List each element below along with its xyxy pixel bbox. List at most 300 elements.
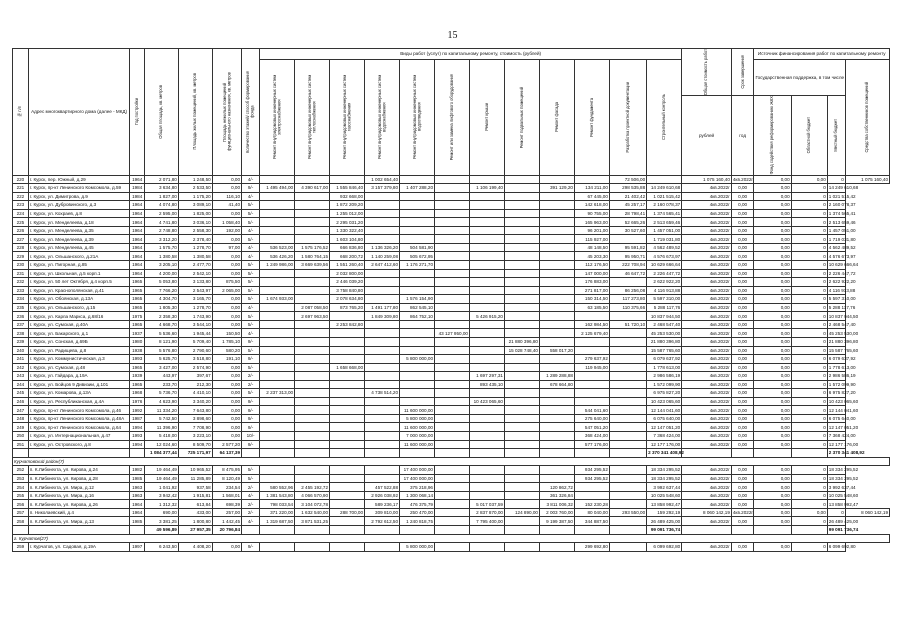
table-cell: 9/- <box>242 337 260 346</box>
table-cell: 49 596,89 <box>145 525 179 534</box>
table-cell: 1984 <box>130 192 145 201</box>
table-cell <box>295 440 330 449</box>
table-cell: 1 603 104,80 <box>330 235 365 244</box>
table-cell: 344 887,50 <box>574 517 609 526</box>
table-cell: 11 600 000,00 <box>400 440 435 449</box>
table-cell <box>435 295 470 304</box>
table-cell <box>260 414 295 423</box>
table-cell: 51 720,10 <box>609 320 646 329</box>
table-cell: 0,00 <box>791 175 827 184</box>
table-cell <box>435 431 470 440</box>
table-cell <box>435 346 470 355</box>
address-cell <box>28 525 130 534</box>
table-cell <box>260 329 295 338</box>
table-cell <box>295 320 330 329</box>
table-cell: 7 708,90 <box>178 423 212 432</box>
table-cell <box>469 363 504 372</box>
table-cell: 30 527,60 <box>609 226 646 235</box>
table-cell: 10 837 944,50 <box>647 312 682 321</box>
table-cell <box>504 474 539 483</box>
table-cell <box>435 440 470 449</box>
table-cell: 4кв.2022г <box>682 261 732 270</box>
header-group-state: Государственная поддержка, в том числе <box>754 60 845 96</box>
table-cell <box>365 192 400 201</box>
table-cell: 2 622 922,20 <box>647 278 682 287</box>
table-cell: 1 805,30 <box>145 303 179 312</box>
table-cell <box>400 363 435 372</box>
table-cell <box>260 286 295 295</box>
table-cell: 64 137,39 <box>212 449 241 458</box>
table-cell: 4кв.2022г <box>682 303 732 312</box>
table-cell: 1 140 259,08 <box>365 252 400 261</box>
table-cell <box>682 525 732 534</box>
table-cell: 1993 <box>130 355 145 364</box>
header-col-13: Ремонт крыши <box>469 60 504 176</box>
table-cell: 1964 <box>130 201 145 210</box>
table-cell: 1964 <box>130 209 145 218</box>
table-cell <box>13 525 29 534</box>
table-cell: 7 643,80 <box>178 406 212 415</box>
table-cell: 0,00 <box>731 286 754 295</box>
table-cell: 4кв.2022г <box>682 500 732 509</box>
table-cell: 544 041,60 <box>574 406 609 415</box>
table-cell <box>504 184 539 193</box>
table-cell: 45 253 530,00 <box>828 330 859 336</box>
table-cell: 4/- <box>242 226 260 235</box>
table-cell: 1 106 199,40 <box>469 184 504 193</box>
table-cell: 3 942,42 <box>145 491 179 500</box>
table-cell: 95 950,71 <box>609 252 646 261</box>
table-cell: 0,00 <box>754 261 791 270</box>
table-cell: 5 736,70 <box>145 389 179 398</box>
table-cell: 99 091 736,74 <box>647 525 682 534</box>
table-cell: 1982 <box>130 466 145 475</box>
table-cell: 577 176,00 <box>574 440 609 449</box>
table-cell <box>295 218 330 227</box>
table-cell: 7 368 424,00 <box>828 433 856 439</box>
table-cell <box>400 278 435 287</box>
table-cell: 0,00 <box>754 517 791 526</box>
table-cell: 10 423 065,60 <box>828 399 859 405</box>
table-cell: 0,00 <box>212 269 241 278</box>
table-cell: 873 765,20 <box>330 303 365 312</box>
table-cell <box>130 525 145 534</box>
table-cell <box>400 269 435 278</box>
table-row <box>13 346 890 355</box>
table-row <box>13 184 890 193</box>
table-cell <box>400 201 435 210</box>
table-cell <box>609 363 646 372</box>
table-cell <box>295 269 330 278</box>
table-cell <box>260 423 295 432</box>
table-cell: 0,00 <box>754 372 791 381</box>
table-cell: 97,00 <box>212 243 241 252</box>
table-cell: 0,00 <box>212 380 241 389</box>
table-cell <box>539 525 574 534</box>
table-cell <box>330 389 365 398</box>
table-cell: 1975 <box>130 312 145 321</box>
table-cell: 80 040,00 <box>574 508 609 517</box>
table-row <box>13 209 890 218</box>
table-cell: 0,00 <box>754 226 791 235</box>
table-cell: 110 375,66 <box>609 303 646 312</box>
table-cell: 433,00 <box>178 508 212 517</box>
table-cell: 4кв.2022г <box>682 226 732 235</box>
table-cell <box>295 431 330 440</box>
table-cell: 5 800 000,00 <box>400 355 435 364</box>
table-cell: 162 984,50 <box>574 320 609 329</box>
table-cell: 0,00 <box>731 346 754 355</box>
table-row <box>13 312 890 321</box>
table-cell <box>609 500 646 509</box>
table-cell <box>574 389 609 398</box>
table-cell: 0,00 <box>754 303 791 312</box>
table-cell <box>609 474 646 483</box>
table-cell: 15 587 765,60 <box>828 347 859 353</box>
table-cell <box>435 312 470 321</box>
table-row <box>13 491 890 500</box>
table-cell <box>435 525 470 534</box>
table-cell: 0,00 <box>754 474 791 483</box>
total-row <box>13 449 890 458</box>
table-cell <box>574 372 609 381</box>
table-cell: 4/- <box>242 303 260 312</box>
table-cell: 252 <box>13 466 29 475</box>
table-cell <box>365 235 400 244</box>
table-cell <box>469 543 504 552</box>
table-cell: 5 426 915,20 <box>469 312 504 321</box>
table-cell <box>260 380 295 389</box>
table-cell <box>365 209 400 218</box>
table-cell: 0,00 <box>212 320 241 329</box>
table-cell: 1997 <box>130 543 145 552</box>
table-cell: 13 858 992,47 <box>828 501 859 507</box>
table-cell: 0,00 <box>754 346 791 355</box>
table-cell <box>435 175 470 184</box>
header-col-11: Ремонт внутридомовых инженерных систем водоотведения <box>400 60 435 176</box>
table-row <box>13 414 890 423</box>
table-cell: 1963 <box>130 483 145 492</box>
table-cell <box>609 397 646 406</box>
table-cell <box>435 380 470 389</box>
table-cell <box>574 175 609 184</box>
table-cell <box>260 337 295 346</box>
table-cell: 3 811 006,32 <box>539 500 574 509</box>
table-cell <box>469 474 504 483</box>
table-cell <box>260 363 295 372</box>
table-row <box>13 474 890 483</box>
table-cell: 1964 <box>130 252 145 261</box>
table-cell: 212,30 <box>178 380 212 389</box>
table-cell: 0,00 <box>754 329 791 338</box>
table-cell: 0,00 <box>212 209 241 218</box>
table-cell: 1 743,90 <box>178 312 212 321</box>
table-cell: 250 <box>13 431 29 440</box>
table-cell: 271 817,00 <box>574 286 609 295</box>
address-cell: п. К.Либкнехта, ул. Мира, д.12 <box>28 483 130 492</box>
table-cell: 229 <box>13 252 29 261</box>
table-cell: 2 792 612,50 <box>365 517 400 526</box>
table-cell <box>365 286 400 295</box>
table-cell <box>260 192 295 201</box>
table-cell: 0,00 <box>754 363 791 372</box>
table-cell: 5 597 310,00 <box>828 296 856 302</box>
table-cell: 5 742,50 <box>145 414 179 423</box>
table-cell: 0,00 <box>731 312 754 321</box>
table-cell: 0,00 <box>731 474 754 483</box>
table-cell: 0,00 <box>731 466 754 475</box>
table-cell: 0,00 <box>731 329 754 338</box>
table-cell: 1 572 099,90 <box>828 381 856 387</box>
table-cell: 1 021 515,42 <box>647 192 682 201</box>
table-cell <box>504 209 539 218</box>
table-cell: 309 810,00 <box>365 508 400 517</box>
header-col-4: Площадь жилых помещений, кв. метров <box>178 49 212 176</box>
table-cell: 227 <box>13 235 29 244</box>
table-cell: 0,00 <box>754 483 791 492</box>
table-cell <box>504 295 539 304</box>
table-cell: 2/- <box>242 500 260 509</box>
table-cell: 6 243,50 <box>145 543 179 552</box>
table-cell: 1 312,32 <box>145 500 179 509</box>
table-cell: 288 700,00 <box>330 508 365 517</box>
table-cell: 0,00 <box>754 414 791 423</box>
table-cell: 4 116 913,88 <box>647 286 682 295</box>
table-cell <box>435 261 470 270</box>
table-cell <box>609 380 646 389</box>
table-cell: 0,00 <box>731 414 754 423</box>
table-cell <box>330 337 365 346</box>
table-cell: 0,00 <box>754 320 791 329</box>
table-cell: 1 495 494,00 <box>260 184 295 193</box>
table-cell: 1 551 260,40 <box>330 261 365 270</box>
table-cell: 0,00 <box>754 466 791 475</box>
table-cell <box>609 491 646 500</box>
header-unit-sum: рублей <box>682 96 732 175</box>
address-cell: г. Курчатов, ул. Садовая, д.19А <box>28 543 130 552</box>
table-cell <box>260 431 295 440</box>
header-col-20: Срок завершения <box>731 49 754 96</box>
address-cell: п. К.Либкнехта, ул. Мира, д.16 <box>28 491 130 500</box>
table-cell: 0,00 <box>754 431 791 440</box>
table-cell: 1987 <box>130 414 145 423</box>
table-cell <box>791 525 827 534</box>
table-cell <box>609 466 646 475</box>
table-cell: 4кв.2022г <box>682 278 732 287</box>
table-cell <box>504 500 539 509</box>
table-cell <box>295 406 330 415</box>
table-cell: 1 575 176,52 <box>295 243 330 252</box>
table-cell: 0,00 <box>754 218 791 227</box>
table-cell <box>539 431 574 440</box>
table-cell: 589 236,17 <box>365 500 400 509</box>
table-cell: 4кв.2022г <box>682 252 732 261</box>
table-cell: 10 965,52 <box>178 466 212 475</box>
table-cell: 9/- <box>242 414 260 423</box>
table-cell: 4кв.2022г <box>682 483 732 492</box>
table-cell <box>295 372 330 381</box>
address-cell: г. Курск, ул. Менделеева, д.45 <box>28 243 130 252</box>
table-cell: 580 552,96 <box>260 483 295 492</box>
table-cell: 0 <box>791 269 827 278</box>
table-cell <box>260 175 295 184</box>
table-cell: 232 <box>13 278 29 287</box>
table-cell <box>504 269 539 278</box>
table-cell: 116,10 <box>212 192 241 201</box>
table-cell <box>469 406 504 415</box>
table-cell: 1 058,40 <box>212 218 241 227</box>
table-cell: 0 <box>791 312 827 321</box>
table-cell: 1 407 288,20 <box>400 184 435 193</box>
address-cell: г. Курск, пр-кт Ленинского Комсомола, д.48А <box>28 414 130 423</box>
table-cell: 192,00 <box>212 226 241 235</box>
table-cell: 0,00 <box>754 235 791 244</box>
table-cell <box>469 269 504 278</box>
table-cell: 1939 <box>130 372 145 381</box>
address-cell: г. Курск, ул. Бакарского, д.1 <box>28 329 130 338</box>
table-cell: 9/- <box>242 184 260 193</box>
address-cell: п. К.Либкнехта, ул. Мира, д.13 <box>28 517 130 526</box>
table-cell <box>260 346 295 355</box>
table-row <box>13 320 890 329</box>
table-cell: 5/- <box>242 466 260 475</box>
table-row <box>13 508 890 517</box>
table-cell: 0,00 <box>731 355 754 364</box>
table-cell <box>469 278 504 287</box>
table-cell <box>469 329 504 338</box>
table-cell: 1963 <box>130 491 145 500</box>
table-row <box>13 218 890 227</box>
table-cell: 1 697 297,31 <box>469 372 504 381</box>
table-cell <box>295 286 330 295</box>
table-cell: 0 <box>791 517 827 526</box>
table-cell <box>647 175 682 184</box>
table-cell: 4кв.2022г <box>682 201 732 210</box>
table-cell <box>260 449 295 458</box>
table-cell: 0,00 <box>754 278 791 287</box>
table-cell: 240 <box>13 346 29 355</box>
table-cell: 26 489 425,00 <box>647 517 682 526</box>
table-cell: 18 334 295,52 <box>828 475 859 481</box>
table-cell: 275 640,00 <box>574 414 609 423</box>
address-cell: г. Курск, ул. Менделеева, д.39 <box>28 235 130 244</box>
table-cell <box>330 406 365 415</box>
header-col-18: Строительный контроль <box>647 60 682 176</box>
table-cell: 8 120,49 <box>212 474 241 483</box>
table-cell: 0,00 <box>731 209 754 218</box>
table-cell: 4 116 913,88 <box>828 287 856 293</box>
table-cell: 257 <box>13 508 29 517</box>
table-cell <box>469 201 504 210</box>
table-cell: 375 218,96 <box>400 483 435 492</box>
table-cell <box>504 423 539 432</box>
table-cell: 2 358,30 <box>145 312 179 321</box>
table-cell: 1965 <box>130 278 145 287</box>
table-cell: 2 226 447,72 <box>828 270 856 276</box>
table-cell <box>295 337 330 346</box>
table-cell: 0 <box>791 346 827 355</box>
table-cell <box>574 397 609 406</box>
table-cell: 45 203,30 <box>574 252 609 261</box>
table-cell: 0,00 <box>754 252 791 261</box>
table-cell <box>330 423 365 432</box>
table-cell <box>731 449 754 458</box>
table-cell: 4 623,90 <box>145 397 179 406</box>
table-cell <box>539 278 574 287</box>
table-cell: 6 099 692,80 <box>828 544 856 550</box>
table-cell: 46 647,72 <box>609 269 646 278</box>
table-cell: 1 945,44 <box>178 329 212 338</box>
table-cell: 4/- <box>242 329 260 338</box>
table-cell: 10 025 548,60 <box>828 493 859 499</box>
address-cell: п. Николаевский, д.4 <box>28 508 130 517</box>
table-cell: 4кв.2022г <box>682 372 732 381</box>
table-cell: 235 <box>13 303 29 312</box>
table-cell <box>469 389 504 398</box>
table-cell: 4 408,20 <box>178 543 212 552</box>
table-cell <box>539 449 574 458</box>
table-cell: 224 <box>13 209 29 218</box>
table-cell: 368 424,00 <box>574 431 609 440</box>
table-cell <box>365 269 400 278</box>
table-cell <box>435 252 470 261</box>
table-cell <box>539 312 574 321</box>
table-cell: 4кв.2022г <box>682 295 732 304</box>
table-cell: 5/- <box>242 389 260 398</box>
table-cell <box>242 449 260 458</box>
table-cell <box>609 525 646 534</box>
table-cell <box>504 363 539 372</box>
table-row <box>13 261 890 270</box>
table-cell: 4/- <box>242 517 260 526</box>
table-cell <box>539 175 574 184</box>
table-cell: 0,00 <box>731 440 754 449</box>
table-cell <box>295 525 330 534</box>
table-cell <box>504 235 539 244</box>
table-cell: 4кв.2022г <box>682 243 732 252</box>
table-cell <box>574 491 609 500</box>
table-cell <box>365 431 400 440</box>
table-cell: 1994 <box>130 423 145 432</box>
table-cell: 1 825,00 <box>178 209 212 218</box>
table-cell <box>400 337 435 346</box>
table-cell <box>469 252 504 261</box>
table-cell <box>504 372 539 381</box>
table-cell: 1 240 818,75 <box>400 517 435 526</box>
table-cell: 1 719 031,80 <box>647 235 682 244</box>
table-row <box>13 431 890 440</box>
table-cell: 0 <box>791 500 827 509</box>
table-cell: 4кв.2022г <box>682 192 732 201</box>
table-cell: 12 024,60 <box>145 440 179 449</box>
table-cell <box>365 355 400 364</box>
address-cell: г. Курск, ул. Сонская, д.69Б <box>28 337 130 346</box>
table-cell <box>260 201 295 210</box>
table-cell <box>469 320 504 329</box>
table-cell <box>539 397 574 406</box>
table-cell <box>754 525 791 534</box>
table-cell: 9/- <box>242 355 260 364</box>
table-cell: 1964 <box>130 218 145 227</box>
table-row <box>13 363 890 372</box>
table-cell <box>330 525 365 534</box>
table-cell: 4/- <box>242 252 260 261</box>
section-title: г. Курчатов(27) <box>13 534 890 543</box>
table-cell: 5 536,60 <box>145 329 179 338</box>
table-cell: 165 963,00 <box>574 218 609 227</box>
table-cell <box>130 449 145 458</box>
table-cell: 0 <box>791 209 827 218</box>
